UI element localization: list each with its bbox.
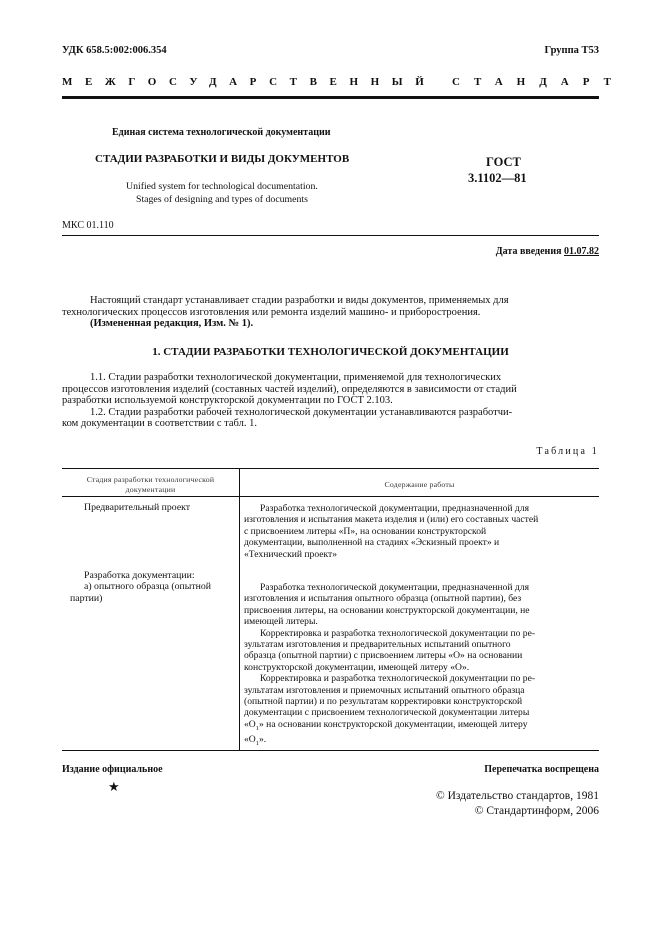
- content-line: «Технический проект»: [244, 548, 338, 560]
- mks-code: МКС 01.110: [62, 220, 114, 231]
- clause-line: ком документации в соответствии с табл. 1.: [62, 418, 257, 430]
- english-title-line2: Stages of designing and types of documents: [136, 194, 308, 205]
- content-line: [244, 719, 594, 734]
- table-caption: Таблица 1: [536, 446, 599, 457]
- content-line: зультатам изготовления и предварительных испытаний опытного: [244, 639, 511, 651]
- intro-line: технологических процессов изготовления или ремонта изделий машино- и приборостроения.: [62, 306, 481, 318]
- system-name: Единая система технологической документации: [112, 127, 331, 138]
- text-run: «О: [244, 734, 256, 746]
- text-run: ».: [258, 734, 267, 746]
- content-line: Корректировка и разработка технологической документации по ре-: [260, 627, 536, 639]
- content-line: присвоения литеры, на основании конструкторской документации, не: [244, 604, 530, 616]
- clause-1-1: [62, 372, 599, 430]
- header-line: документации: [125, 485, 176, 494]
- intro-line: Настоящий стандарт устанавливает стадии разработки и виды документов, применяемых для: [90, 295, 509, 306]
- clause-line: разработки используемой конструкторской документации по ГОСТ 2.103.: [62, 395, 393, 407]
- table-bottom-rule: [62, 750, 599, 751]
- content-line: имеющей литеры.: [244, 616, 318, 628]
- table-column-divider: [239, 468, 240, 750]
- content-line: образца (опытной партии) с присвоением литеры «О» на основании: [244, 650, 523, 662]
- gost-label: ГОСТ: [486, 155, 521, 169]
- document-title: СТАДИИ РАЗРАБОТКИ И ВИДЫ ДОКУМЕНТОВ: [95, 153, 350, 165]
- table-header-stage: [62, 475, 239, 495]
- text-run: » на основании конструкторской документации, имеющей литеру: [258, 718, 528, 730]
- intro-paragraph: [62, 295, 599, 330]
- gost-number: 3.1102—81: [468, 171, 527, 185]
- content-line: Разработка технологической документации, предназначенной для: [260, 503, 530, 514]
- subscript: 1: [255, 724, 259, 732]
- table-header-content: Содержание работы: [384, 480, 455, 489]
- row1-content: [244, 503, 594, 560]
- text-run: «О: [244, 718, 256, 730]
- stage-line: Разработка документации:: [84, 570, 195, 581]
- stage-line: а) опытного образца (опытной: [84, 581, 212, 593]
- content-line: Корректировка и разработка технологической документации по ре-: [260, 673, 536, 685]
- intro-date-value: 01.07.82: [564, 246, 599, 257]
- group-code: Группа Т53: [544, 45, 599, 56]
- header-rule: [62, 96, 599, 99]
- reprint-prohibited: Перепечатка воспрещена: [484, 764, 599, 775]
- copyright-2: © Стандартинформ, 2006: [474, 805, 599, 817]
- content-line: Разработка технологической документации, предназначенной для: [260, 582, 530, 593]
- english-title-line1: Unified system for technological documentation.: [126, 181, 318, 192]
- row2-stage: [70, 570, 238, 604]
- content-line: документации с присвоением технологической документации литеры: [244, 707, 530, 719]
- header-line: Стадия разработки технологической: [86, 475, 215, 484]
- amendment-note: (Измененная редакция, Изм. № 1).: [90, 318, 254, 330]
- title-rule: [62, 235, 599, 236]
- intro-date-label: Дата введения: [495, 246, 562, 257]
- star-mark: ★: [108, 779, 120, 794]
- content-line: (опытной партии) и по результатам корректировки конструкторской: [244, 696, 523, 708]
- content-line: [244, 734, 594, 749]
- table-header-rule: [62, 496, 599, 497]
- content-line: изготовления и испытания макета изделия и (или) его составных частей: [244, 514, 539, 526]
- clause-line: 1.2. Стадии разработки рабочей технологической документации устанавливаются разработчи-: [90, 406, 513, 418]
- content-line: документации, выполненной на стадиях «Эскизный проект» и: [244, 537, 500, 549]
- standard-type-word2: СТАНДАРТ: [452, 76, 625, 88]
- content-line: конструкторской документации, имеющей литеру «О».: [244, 661, 470, 673]
- section-title: 1. СТАДИИ РАЗРАБОТКИ ТЕХНОЛОГИЧЕСКОЙ ДОКУМЕНТАЦИИ: [152, 346, 509, 358]
- clause-line: 1.1. Стадии разработки технологической документации, применяемой для технологических: [90, 372, 502, 383]
- copyright-1: © Издательство стандартов, 1981: [435, 790, 599, 802]
- content-line: с присвоением литеры «П», на основании конструкторской: [244, 525, 487, 537]
- intro-date: [496, 246, 599, 257]
- table-top-rule: [62, 468, 599, 469]
- row2-content: [244, 582, 594, 750]
- content-line: зультатам изготовления и приемочных испытаний опытного образца: [244, 684, 525, 696]
- standard-type-word1: МЕЖГОСУДАРСТВЕННЫЙ: [62, 76, 437, 88]
- official-edition: Издание официальное: [62, 764, 163, 775]
- clause-line: процессов изготовления изделий (составных частей изделий), определяются в зависимости от стадий: [62, 383, 517, 395]
- stage-line: партии): [70, 592, 103, 604]
- udk-code: УДК 658.5:002:006.354: [62, 45, 167, 56]
- row1-stage: Предварительный проект: [84, 502, 191, 513]
- subscript: 1: [255, 740, 259, 748]
- content-line: изготовления и испытания опытного образца (опытной партии), без: [244, 593, 522, 605]
